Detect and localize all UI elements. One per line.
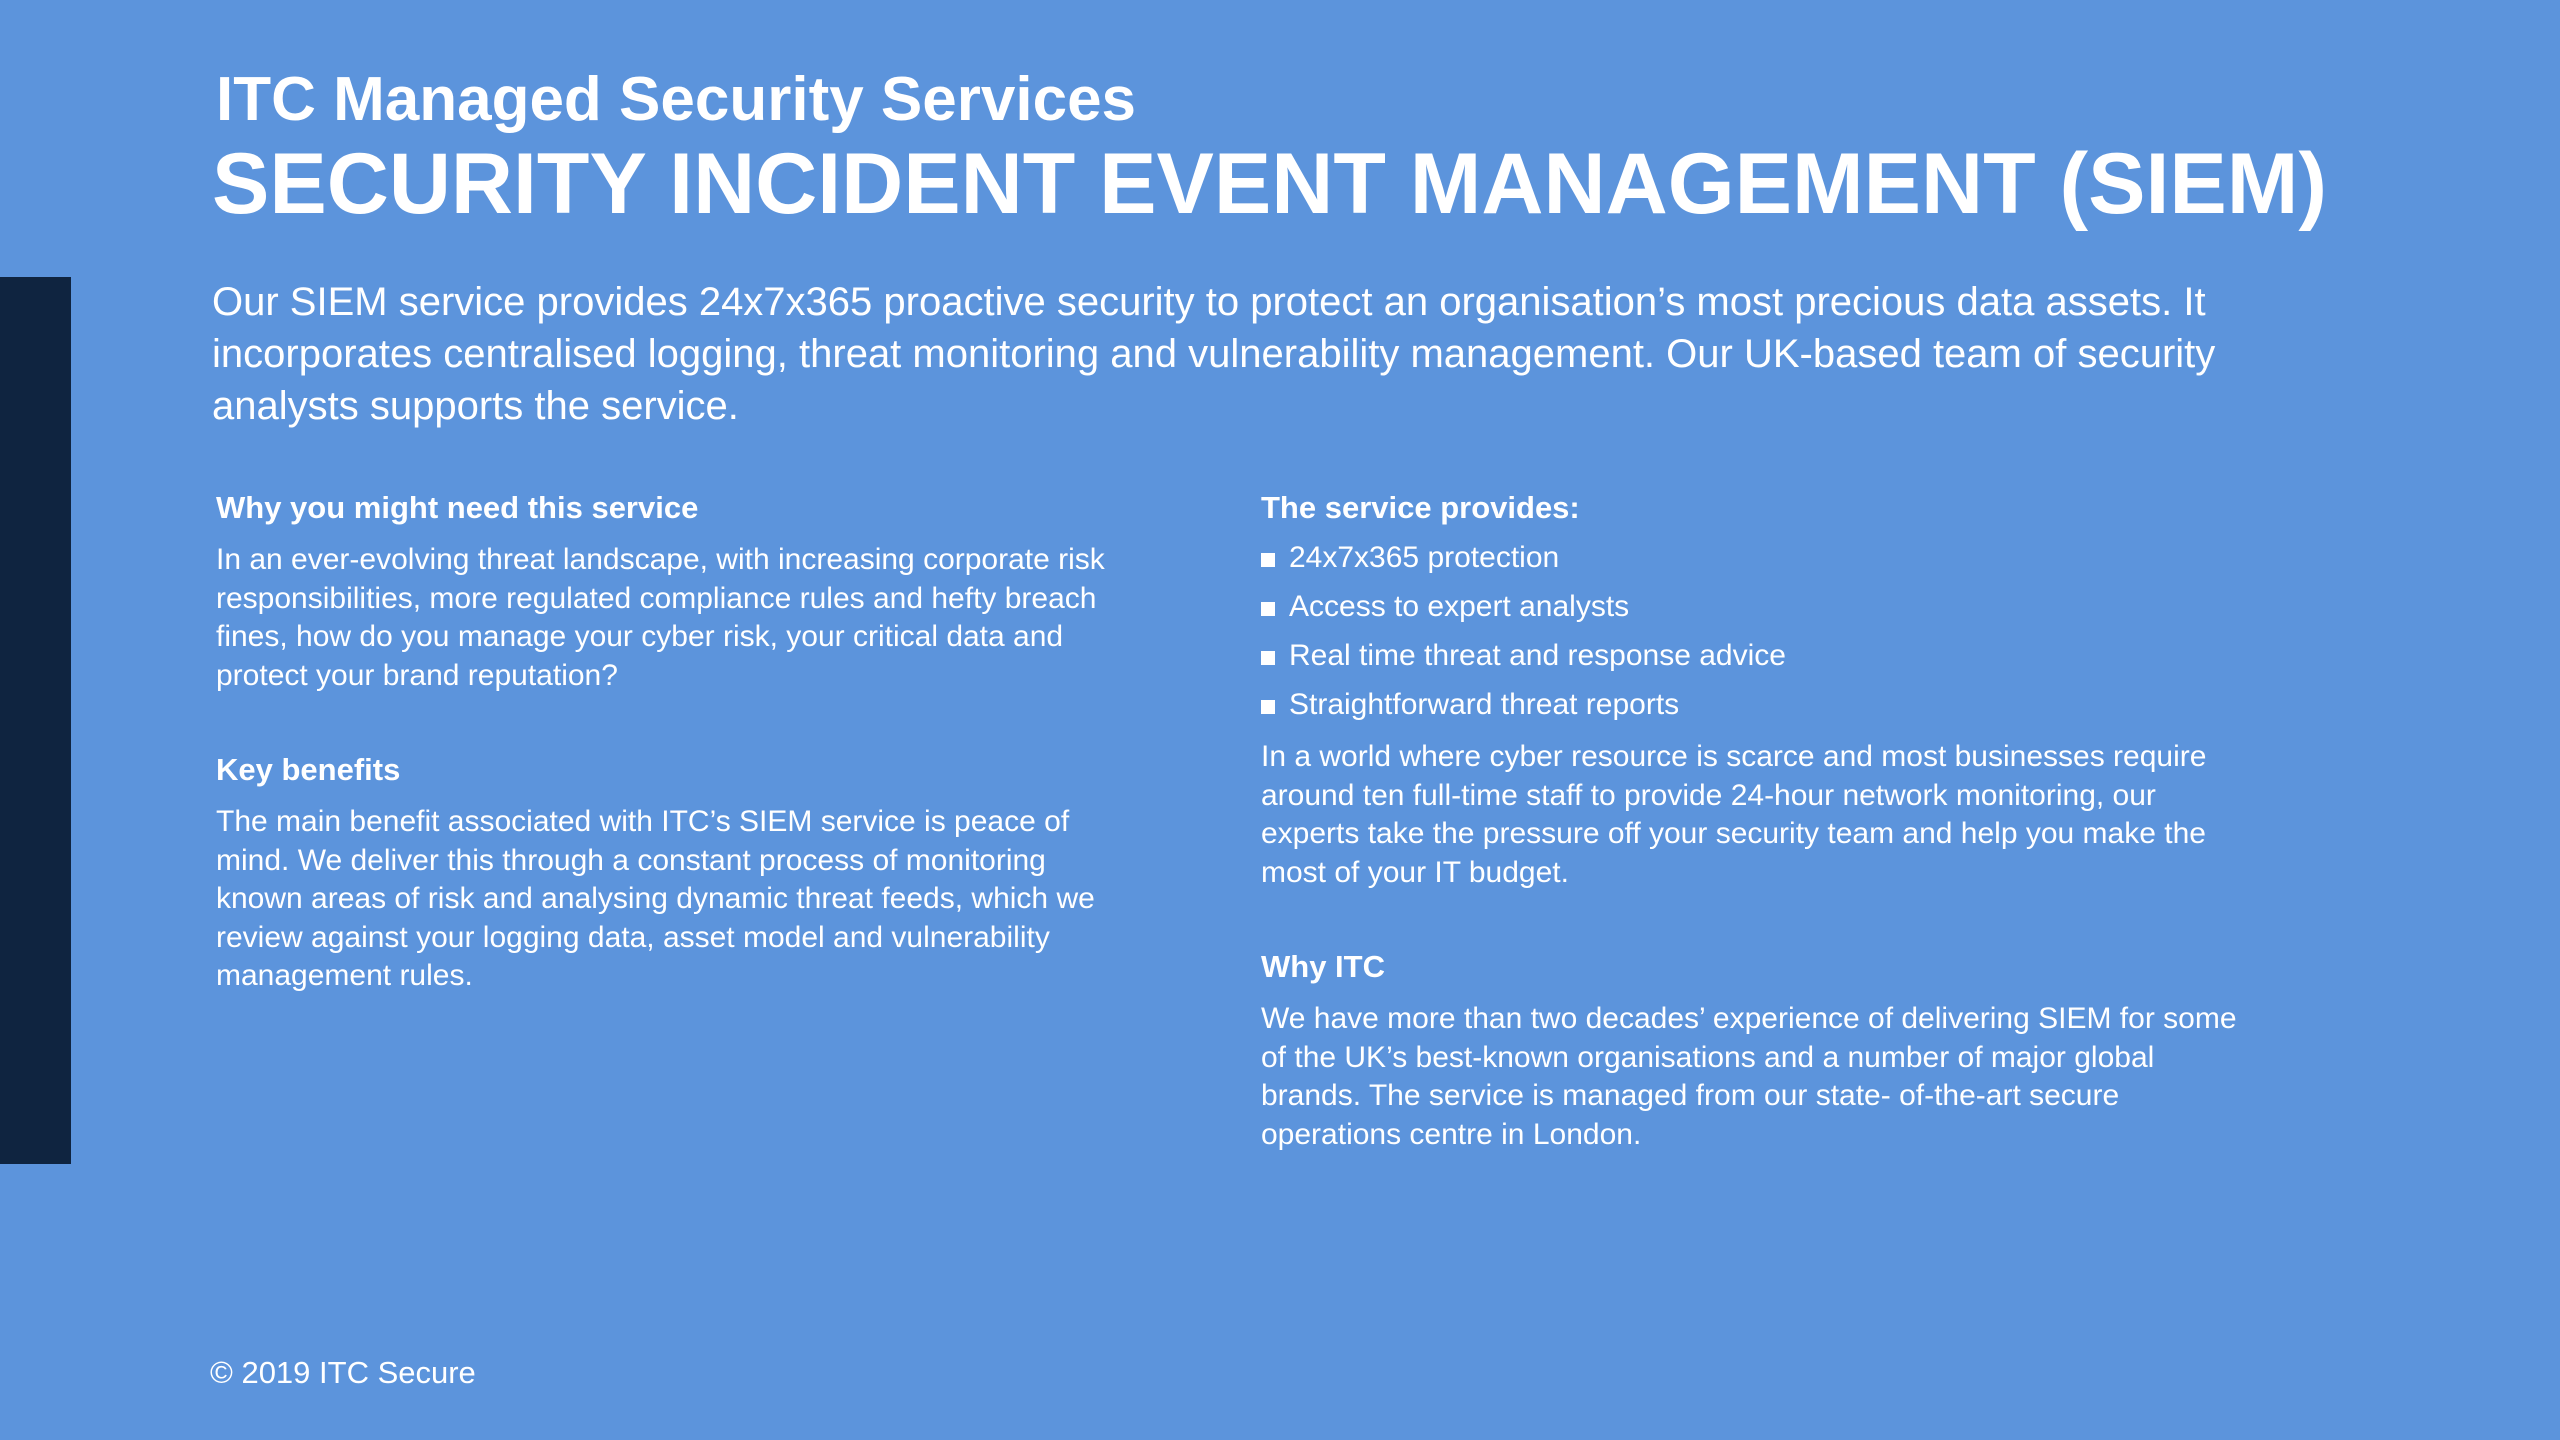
list-item-label: Access to expert analysts bbox=[1289, 590, 1630, 623]
square-bullet-icon bbox=[1261, 553, 1275, 567]
side-accent-bar bbox=[0, 277, 71, 1164]
square-bullet-icon bbox=[1261, 700, 1275, 714]
square-bullet-icon bbox=[1261, 651, 1275, 665]
why-itc-heading: Why ITC bbox=[1261, 949, 1385, 984]
list-item-label: Real time threat and response advice bbox=[1289, 639, 1786, 672]
key-benefits-body: The main benefit associated with ITC’s SIEM service is peace of mind. We deliver this through a constant process of monitoring known areas of risk and analysing dynamic threat feeds, which we review against your logging data, asset model and vulnerability management rules. bbox=[216, 805, 1095, 992]
why-itc-body: We have more than two decades’ experience of delivering SIEM for some of the UK’s best-known organisations and a number of major global brands. The service is managed from our state- of-the-art secure operations centre in London. bbox=[1261, 1002, 2237, 1151]
service-provides-heading: The service provides: bbox=[1261, 490, 1580, 525]
list-item bbox=[1261, 636, 1786, 685]
intro-paragraph: Our SIEM service provides 24x7x365 proactive security to protect an organisation’s most precious data assets. It incorporates centralised logging, threat monitoring and vulnerability management. Our UK-based team of security analysts supports the service. bbox=[212, 280, 2216, 428]
service-provides-list bbox=[1261, 538, 1786, 734]
square-bullet-icon bbox=[1261, 602, 1275, 616]
service-provides-body: In a world where cyber resource is scarce and most businesses require around ten full-time staff to provide 24-hour network monitoring, our experts take the pressure off your security team and help you make the most of your IT budget. bbox=[1261, 740, 2207, 889]
why-need-heading: Why you might need this service bbox=[216, 490, 699, 525]
key-benefits-heading: Key benefits bbox=[216, 752, 401, 787]
list-item bbox=[1261, 685, 1786, 734]
list-item-label: 24x7x365 protection bbox=[1289, 541, 1560, 574]
why-need-body: In an ever-evolving threat landscape, with increasing corporate risk responsibilities, more regulated compliance rules and hefty breach fines, how do you manage your cyber risk, your critical data and protect your brand reputation? bbox=[216, 543, 1105, 692]
page-title: SECURITY INCIDENT EVENT MANAGEMENT (SIEM) bbox=[212, 136, 2328, 232]
copyright-footer: © 2019 ITC Secure bbox=[210, 1355, 476, 1390]
list-item bbox=[1261, 538, 1786, 587]
list-item bbox=[1261, 587, 1786, 636]
page-supertitle: ITC Managed Security Services bbox=[216, 65, 1137, 134]
list-item-label: Straightforward threat reports bbox=[1289, 688, 1680, 721]
